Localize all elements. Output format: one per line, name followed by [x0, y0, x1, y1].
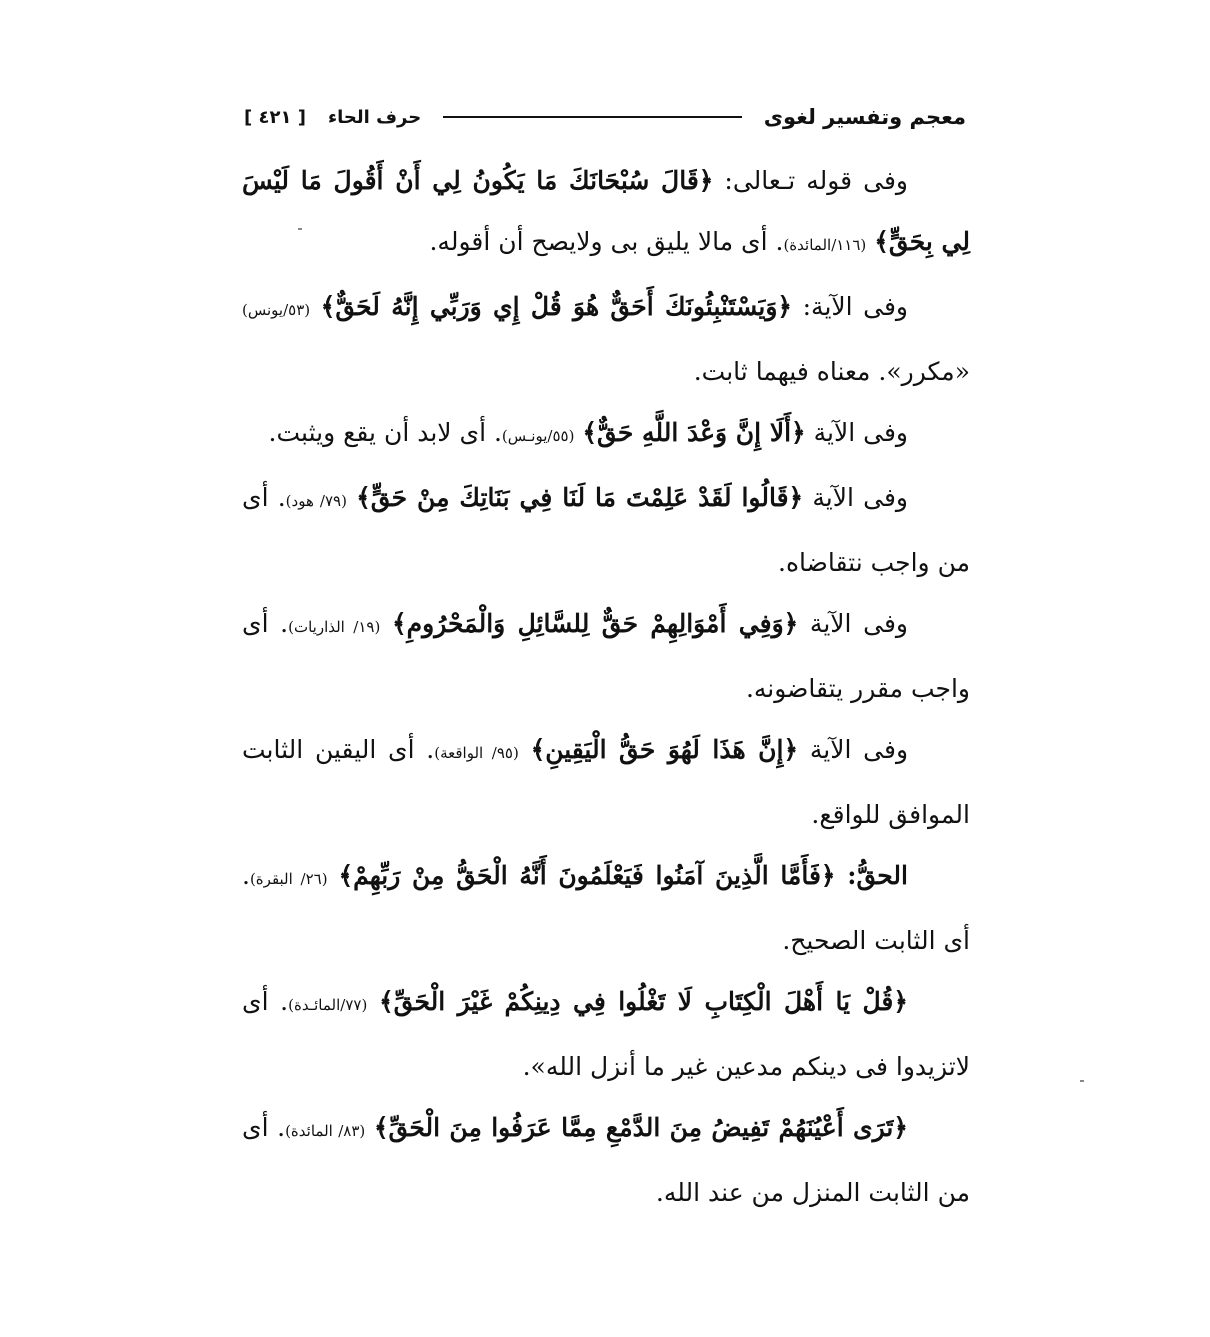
scan-speck [298, 228, 302, 230]
paragraph-gloss: . أى من واجب نتقاضاه. [242, 483, 970, 577]
paragraph-gloss: . أى مالا يليق بى ولايصح أن أقوله. [429, 227, 784, 256]
quran-verse: ﴿فَأَمَّا الَّذِينَ آمَنُوا فَيَعْلَمُونَ أَنَّهُ الْحَقُّ مِنْ رَبِّهِمْ﴾ [338, 861, 836, 890]
section-label: حرف الحاء [327, 106, 422, 128]
paragraph-lead: وفى الآية [798, 609, 908, 638]
paragraph-gloss: «مكرر». معناه فيهما ثابت. [693, 357, 970, 386]
paragraph [242, 593, 970, 719]
quran-verse: ﴿قُلْ يَا أَهْلَ الْكِتَابِ لَا تَغْلُوا فِي دِينِكُمْ غَيْرَ الْحَقِّ﴾ [379, 987, 908, 1016]
running-header [244, 100, 966, 134]
paragraph-gloss: . أى من الثابت المنزل من عند الله. [242, 1113, 970, 1207]
verse-reference: (٥٥/يونـس) [501, 427, 575, 445]
lemma-heading: الحقُّ: [835, 861, 908, 890]
verse-reference: (١٩/ الذاريات) [288, 618, 381, 636]
verse-reference: (٨٣/ المائدة) [285, 1122, 366, 1140]
body-text [242, 150, 970, 1223]
paragraph [242, 1097, 970, 1223]
paragraph-gloss: . أى لاتزيدوا فى دينكم مدعين غير ما أنزل الله». [242, 987, 970, 1081]
quran-verse: ﴿وَيَسْتَنْبِئُونَكَ أَحَقٌّ هُوَ قُلْ إِي وَرَبِّي إِنَّهُ لَحَقٌّ﴾ [320, 292, 793, 321]
quran-verse: ﴿أَلَا إِنَّ وَعْدَ اللَّهِ حَقٌّ﴾ [582, 418, 806, 447]
verse-reference: (٧٩/ هود) [285, 492, 347, 510]
paragraph [242, 276, 970, 402]
header-rule [443, 116, 742, 118]
verse-reference: (٢٦/ البقرة) [249, 870, 328, 888]
paragraph-lead: وفى الآية [805, 418, 908, 447]
paragraph-gloss: . أى لابد أن يقع ويثبت. [268, 418, 502, 447]
quran-verse: ﴿إِنَّ هَذَا لَهُوَ حَقُّ الْيَقِينِ﴾ [530, 735, 799, 764]
paragraph-gloss: . أى واجب مقرر يتقاضونه. [242, 609, 970, 703]
quran-verse: ﴿قَالُوا لَقَدْ عَلِمْتَ مَا لَنَا فِي بَنَاتِكَ مِنْ حَقٍّ﴾ [356, 483, 804, 512]
verse-reference: (١١٦/المائدة) [783, 236, 867, 254]
paragraph [242, 845, 970, 971]
verse-reference: (٩٥/ الواقعة) [434, 744, 519, 762]
quran-verse: ﴿وَفِي أَمْوَالِهِمْ حَقٌّ لِلسَّائِلِ وَالْمَحْرُومِ﴾ [392, 609, 799, 638]
paragraph-lead: وفى قوله تـعالى: [713, 166, 908, 195]
scan-speck [1080, 1080, 1084, 1082]
paragraph [242, 467, 970, 593]
paragraph [242, 150, 970, 276]
paragraph-lead: وفى الآية [798, 735, 909, 764]
quran-verse: ﴿قَالَ سُبْحَانَكَ مَا يَكُونُ لِي أَنْ أَقُولَ مَا لَيْسَ لِي بِحَقٍّ﴾ [242, 166, 970, 256]
paragraph-gloss: . أى اليقين الثابت الموافق للواقع. [242, 735, 970, 829]
verse-reference: (٥٣/يونس) [242, 301, 311, 319]
quran-verse: ﴿تَرَى أَعْيُنَهُمْ تَفِيضُ مِنَ الدَّمْعِ مِمَّا عَرَفُوا مِنَ الْحَقِّ﴾ [373, 1113, 908, 1142]
book-title: معجم وتفسير لغوى [763, 105, 966, 129]
paragraph [242, 971, 970, 1097]
paragraph [242, 719, 970, 845]
paragraph-gloss: . أى الثابت الصحيح. [242, 861, 970, 955]
paragraph [242, 402, 970, 467]
paragraph-lead: وفى الآية [803, 483, 908, 512]
paragraph-lead: وفى الآية: [792, 292, 908, 321]
verse-reference: (٧٧/المائـدة) [288, 996, 368, 1014]
page-number: [ ٤٢١ ] [244, 106, 306, 128]
